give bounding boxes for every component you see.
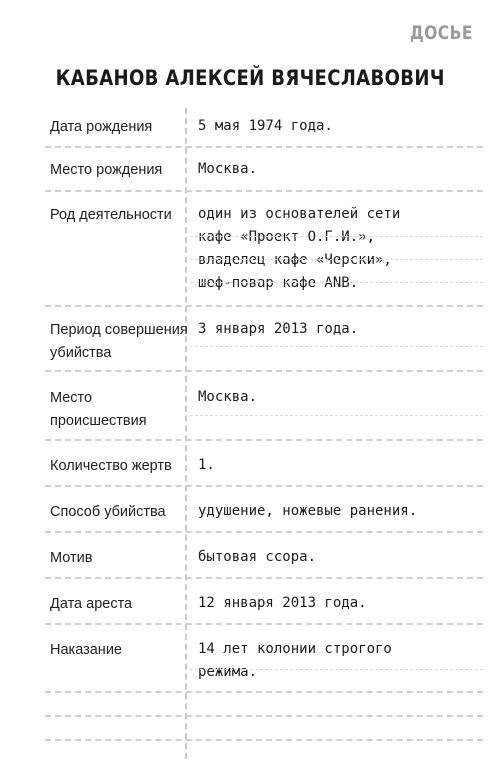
row-separator (45, 190, 483, 192)
row-separator (45, 715, 483, 717)
row-separator (45, 146, 483, 148)
field-label: Дата ареста (50, 596, 133, 612)
row-guide-line (190, 346, 483, 347)
row-separator (45, 623, 483, 625)
row-separator (45, 531, 483, 533)
row-separator (45, 485, 483, 487)
row-separator (45, 691, 483, 693)
field-label: Место происшествия (50, 390, 147, 429)
row-separator (45, 439, 483, 441)
field-label: Количество жертв (50, 458, 172, 474)
field-label: Дата рождения (50, 119, 153, 135)
field-value: Москва. (198, 161, 258, 177)
row-guide-line (190, 282, 483, 283)
field-value: 5 мая 1974 года. (198, 118, 333, 134)
dossier-tag: ДОСЬЕ (409, 22, 473, 44)
person-name: КАБАНОВ АЛЕКСЕЙ ВЯЧЕСЛАВОВИЧ (55, 66, 445, 90)
field-value: 12 января 2013 года. (198, 595, 367, 611)
field-value: бытовая ссора. (198, 549, 317, 565)
field-label: Род деятельности (50, 207, 172, 223)
field-label: Мотив (50, 550, 93, 566)
page-title (0, 66, 500, 90)
row-guide-line (190, 236, 483, 237)
field-label: Способ убийства (50, 504, 166, 520)
field-label: Место рождения (50, 162, 163, 178)
field-label: Наказание (50, 642, 122, 658)
field-value: 14 лет колонии строгого режима. (198, 641, 392, 680)
row-separator (45, 739, 483, 741)
row-separator (45, 370, 483, 372)
field-value: один из основателей сети кафе «Проект О.Г.И.», владелец кафе «Черски», шеф-повар кафе ANB. (198, 206, 401, 291)
row-guide-line (190, 415, 483, 416)
field-value: 1. (198, 457, 215, 473)
row-separator (45, 305, 483, 307)
field-value: 3 января 2013 года. (198, 321, 359, 337)
row-guide-line (190, 259, 483, 260)
row-separator (45, 577, 483, 579)
dossier-sheet (45, 108, 483, 759)
field-value: Москва. (198, 389, 258, 405)
row-guide-line (190, 669, 483, 670)
field-value: удушение, ножевые ранения. (198, 503, 418, 519)
field-label: Период совершения убийства (50, 322, 188, 361)
